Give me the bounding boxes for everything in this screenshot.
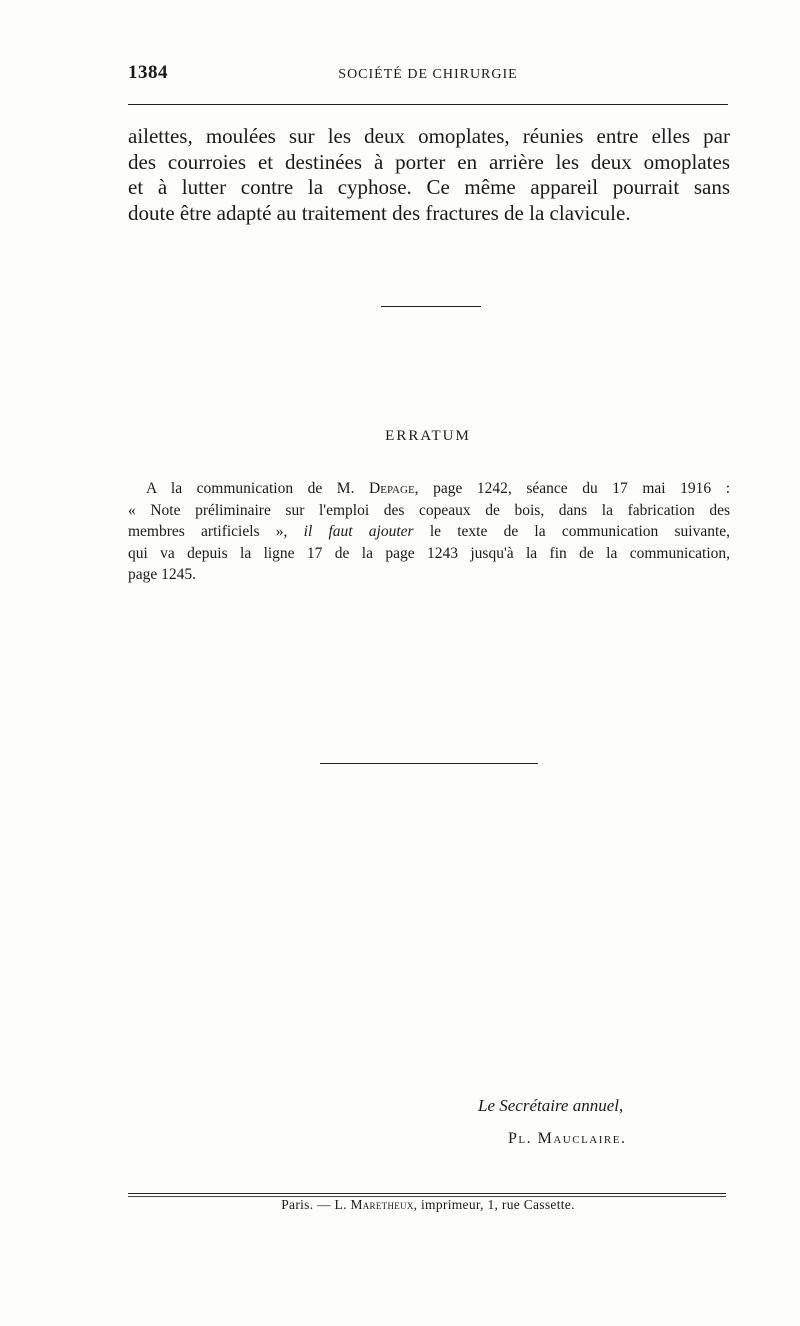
erratum-paragraph xyxy=(128,478,730,586)
signature-name: Pl. Mauclaire. xyxy=(508,1130,627,1147)
running-title: SOCIÉTÉ DE CHIRURGIE xyxy=(338,67,518,82)
erratum-emphasis: il faut ajouter xyxy=(303,523,414,540)
imprint-fragment: Paris. — L. xyxy=(281,1197,351,1212)
footer-rule xyxy=(128,1193,726,1194)
printer-imprint xyxy=(128,1197,728,1213)
erratum-text-fragment: le texte de la communication suivante, xyxy=(413,523,731,540)
body-line: ailettes, moulées sur les deux omoplates, réunies entre elles par xyxy=(128,124,730,148)
section-separator xyxy=(320,763,538,764)
erratum-line xyxy=(128,478,730,500)
erratum-line: qui va depuis la ligne 17 de la page 1243 jusqu'à la fin de la communication, xyxy=(128,544,730,562)
signature-title: Le Secrétaire annuel, xyxy=(478,1096,624,1115)
imprint-fragment: , imprimeur, 1, rue Cassette. xyxy=(413,1197,575,1212)
body-line: des courroies et destinées à porter en arrière les deux omoplates xyxy=(128,149,730,174)
erratum-text-fragment: membres artificiels », xyxy=(128,523,304,540)
page-number: 1384 xyxy=(128,62,168,83)
erratum-line xyxy=(128,521,730,543)
body-line: doute être adapté au traitement des fractures de la clavicule. xyxy=(128,200,631,225)
body-paragraph xyxy=(128,124,730,226)
printer-name: Maretheux xyxy=(350,1197,414,1212)
erratum-text-fragment: A la communication de M. xyxy=(146,480,370,497)
erratum-text-fragment: , page 1242, séance du 17 mai 1916 : xyxy=(414,480,731,497)
body-line: et à lutter contre la cyphose. Ce même appareil pourrait sans xyxy=(128,175,730,199)
header-rule xyxy=(128,104,728,105)
section-separator xyxy=(381,306,481,307)
author-name: Depage xyxy=(369,480,415,497)
erratum-line: page 1245. xyxy=(128,566,197,583)
erratum-title: ERRATUM xyxy=(385,428,471,444)
erratum-line: « Note préliminaire sur l'emploi des copeaux de bois, dans la fabrication des xyxy=(128,501,730,519)
page-header xyxy=(128,62,728,92)
